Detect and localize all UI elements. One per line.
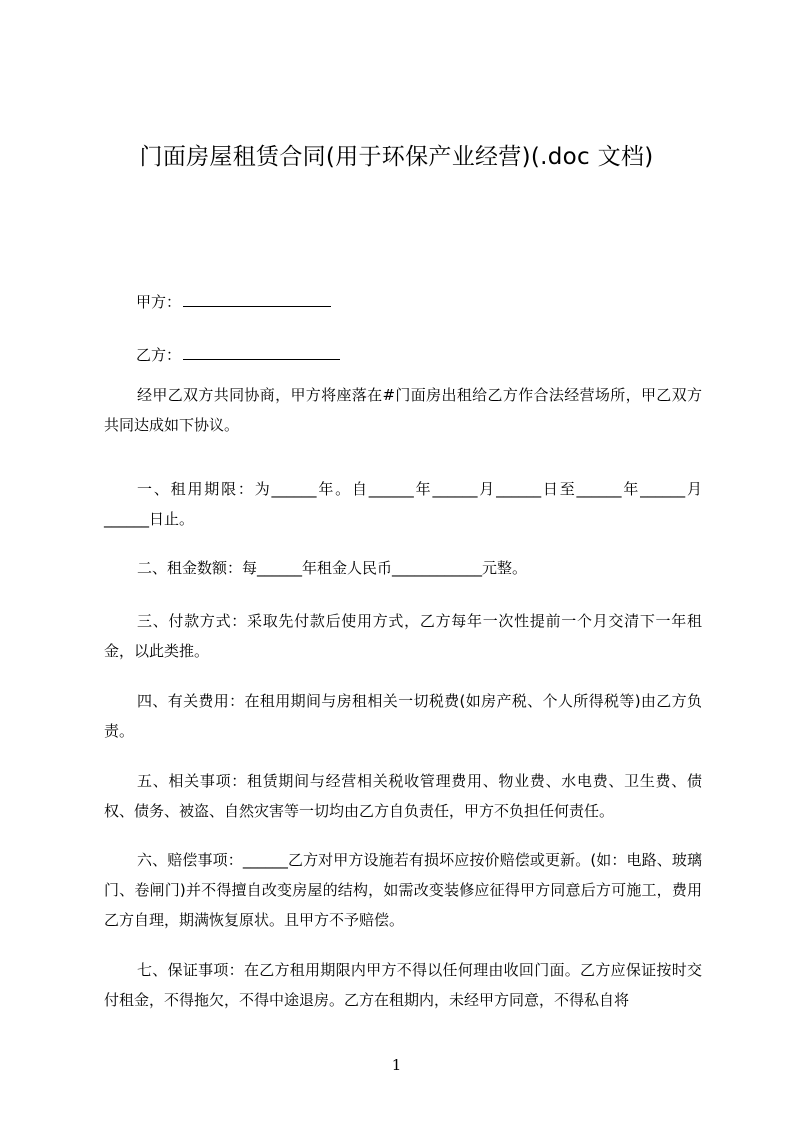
party-b-label: 乙方： <box>136 346 182 364</box>
paragraph-clause-2: 二、租金数额：每______年租金人民币____________元整。 <box>137 559 528 577</box>
paragraph-clause-4: 四、有关费用：在租用期间与房租相关一切税费(如房产税、个人所得税等)由乙方负责。 <box>104 692 702 740</box>
party-a-label: 甲方： <box>136 293 182 311</box>
party-a-line <box>136 292 331 312</box>
party-a-blank <box>183 292 331 307</box>
party-b-blank <box>183 345 340 360</box>
paragraph-clause-5: 五、相关事项：租赁期间与经营相关税收管理费用、物业费、水电费、卫生费、债权、债务、被盗、自然灾害等一切均由乙方自负责任，甲方不负担任何责任。 <box>104 772 702 820</box>
page-number: 1 <box>391 1056 402 1074</box>
paragraph-clause-7: 七、保证事项：在乙方租用期限内甲方不得以任何理由收回门面。乙方应保证按时交付租金，不得拖欠，不得中途退房。乙方在租期内，未经甲方同意，不得私自将 <box>104 961 702 1009</box>
paragraph-clause-6: 六、赔偿事项：______乙方对甲方设施若有损坏应按价赔偿或更新。(如：电路、玻璃门、卷闸门)并不得擅自改变房屋的结构，如需改变装修应征得甲方同意后方可施工，费用乙方自理，期满恢复原状。且甲方不予赔偿。 <box>104 851 702 929</box>
paragraph-clause-3: 三、付款方式：采取先付款后使用方式，乙方每年一次性提前一个月交清下一年租金，以此类推。 <box>104 612 702 660</box>
paragraph-clause-1: 一、租用期限：为______年。自______年______月______日至______年______月______日止。 <box>104 480 702 528</box>
document-title: 门面房屋租赁合同(用于环保产业经营)(.doc 文档) <box>139 144 654 170</box>
party-b-line <box>136 345 340 365</box>
paragraph-intro: 经甲乙双方共同协商，甲方将座落在#门面房出租给乙方作合法经营场所，甲乙双方共同达成如下协议。 <box>104 386 702 434</box>
